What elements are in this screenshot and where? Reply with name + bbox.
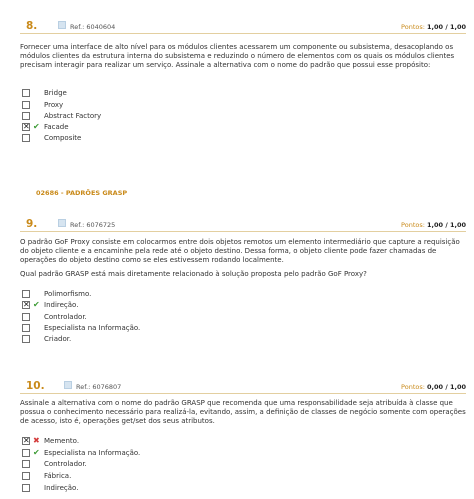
- question-ref: Ref.: 6040604: [70, 23, 116, 31]
- question-ref: Ref.: 6076725: [70, 221, 116, 229]
- question-number: 8.: [26, 20, 38, 32]
- question-text: Assinale a alternativa com o nome do padrão GRASP que recomenda que uma responsabilidade seja atribuída à classe que possua o conhecimento necessário para realizá-la, evitando, assim, a definição de classes de negócio somente com operações de acesso, isto é, operações get/set dos seus atributos.: [20, 399, 466, 425]
- option-label: Memento.: [44, 437, 80, 445]
- option-checkbox[interactable]: [22, 335, 30, 343]
- ref-icon: [58, 21, 66, 29]
- question-ref: Ref.: 6076807: [76, 383, 122, 391]
- option-checkbox[interactable]: [22, 290, 30, 298]
- option[interactable]: [22, 484, 222, 494]
- option-label: Especialista na Informação.: [44, 449, 141, 457]
- question-prompt: Qual padrão GRASP está mais diretamente relacionado à solução proposta pelo padrão GoF Proxy?: [20, 270, 367, 278]
- question-header: [20, 214, 466, 232]
- option-checkbox-checked[interactable]: [22, 301, 30, 309]
- question-points: Pontos: 1,00 / 1,00: [401, 23, 466, 31]
- question-header: [20, 16, 466, 34]
- question-number: 10.: [26, 380, 45, 392]
- option[interactable]: [22, 123, 222, 133]
- option-label: Fábrica.: [44, 472, 72, 480]
- question-text: O padrão GoF Proxy consiste em colocarmos entre dois objetos remotos um elemento intermediário que capture a requisição do objeto cliente e a encaminhe pela rede até o objeto destino. Dessa forma, o objeto cliente pode fazer chamadas de operações do objeto destino como se eles estivessem rodando localmente.: [20, 238, 460, 264]
- option-label: Controlador.: [44, 460, 87, 468]
- option-checkbox[interactable]: [22, 472, 30, 480]
- option-label: Criador.: [44, 335, 72, 343]
- question-number: 9.: [26, 218, 38, 230]
- check-icon: ✔: [33, 448, 40, 457]
- option[interactable]: [22, 449, 222, 459]
- option-label: Proxy: [44, 101, 64, 109]
- option-checkbox-checked[interactable]: [22, 437, 30, 445]
- ref-icon: [64, 381, 72, 389]
- header-divider: [20, 33, 466, 34]
- option-label: Abstract Factory: [44, 112, 102, 120]
- option-checkbox[interactable]: [22, 484, 30, 492]
- option-label: Especialista na Informação.: [44, 324, 141, 332]
- option[interactable]: [22, 290, 222, 300]
- header-divider: [20, 393, 466, 394]
- option[interactable]: [22, 335, 222, 345]
- header-divider: [20, 231, 466, 232]
- option-checkbox[interactable]: [22, 449, 30, 457]
- option-label: Indireção.: [44, 301, 79, 309]
- option-checkbox-checked[interactable]: [22, 123, 30, 131]
- option-label: Facade: [44, 123, 69, 131]
- option-label: Polimorfismo.: [44, 290, 92, 298]
- option-label: Indireção.: [44, 484, 79, 492]
- option[interactable]: [22, 112, 222, 122]
- question-points: Pontos: 0,00 / 1,00: [401, 383, 466, 391]
- option-checkbox[interactable]: [22, 89, 30, 97]
- question-text: Fornecer uma interface de alto nível para os módulos clientes acessarem um componente ou subsistema, desacoplando os módulos clientes da estrutura interna do subsistema e reduzindo o número de elementos com os quais os módulos clientes precisam interagir para realizar um serviço. Assinale a alternativa com o nome do padrão que possui esse propósito:: [20, 43, 455, 69]
- wrong-icon: ✖: [33, 436, 40, 445]
- option[interactable]: [22, 101, 222, 111]
- ref-icon: [58, 219, 66, 227]
- question-points: Pontos: 1,00 / 1,00: [401, 221, 466, 229]
- option-checkbox[interactable]: [22, 134, 30, 142]
- option-label: Composite: [44, 134, 82, 142]
- option-checkbox[interactable]: [22, 460, 30, 468]
- question-header: [20, 376, 466, 394]
- option[interactable]: [22, 437, 222, 447]
- check-icon: ✔: [33, 300, 40, 309]
- section-title: 02686 - PADRÕES GRASP: [36, 189, 128, 197]
- option-label: Controlador.: [44, 313, 87, 321]
- option-checkbox[interactable]: [22, 112, 30, 120]
- option[interactable]: [22, 472, 222, 482]
- option-checkbox[interactable]: [22, 313, 30, 321]
- option[interactable]: [22, 324, 222, 334]
- option[interactable]: [22, 313, 222, 323]
- option-checkbox[interactable]: [22, 324, 30, 332]
- option[interactable]: [22, 89, 222, 99]
- option[interactable]: [22, 134, 222, 144]
- option-label: Bridge: [44, 89, 67, 97]
- option[interactable]: [22, 460, 222, 470]
- option[interactable]: [22, 301, 222, 311]
- option-checkbox[interactable]: [22, 101, 30, 109]
- check-icon: ✔: [33, 122, 40, 131]
